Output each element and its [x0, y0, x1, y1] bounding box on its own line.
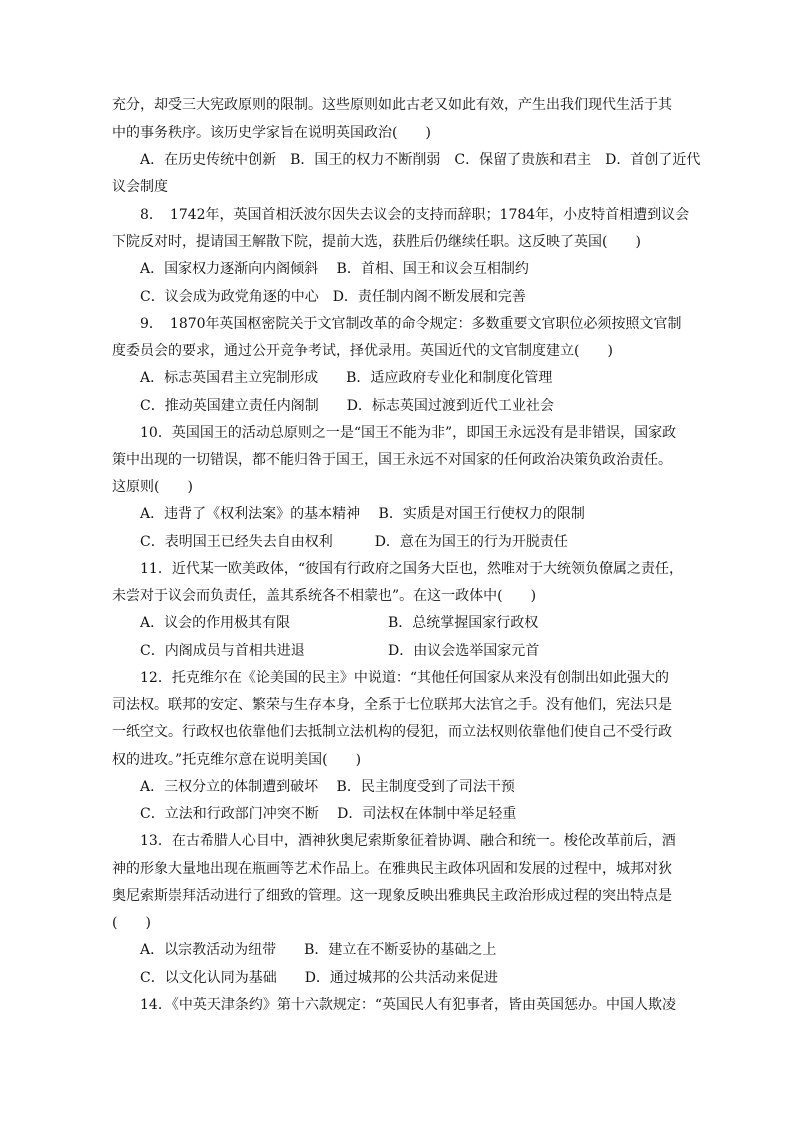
q7-options-line-1: A．在历史传统中创新 B．国王的权力不断削弱 C．保留了贵族和君主 D．首创了近代 [140, 152, 701, 168]
q12-options-line-1: A．三权分立的体制遭到破坏 B．民主制度受到了司法干预 [140, 779, 515, 795]
q13-stem-line-1: 13．在古希腊人心目中，酒神狄奥尼索斯象征着协调、融合和统一。梭伦改革前后，酒 [140, 833, 676, 849]
q12-stem-line-1: 12．托克维尔在《论美国的民主》中说道：“其他任何国家从来没有创制出如此强大的 [140, 670, 669, 686]
q7-stem-line-2: 中的事务秩序。该历史学家旨在说明英国政治( ) [112, 125, 431, 141]
q11-stem-line-1: 11．近代某一欧美政体，“彼国有行政府之国务大臣也，然唯对于大统领负僚属之责任， [140, 561, 683, 577]
q12-options-line-2: C．立法和行政部门冲突不断 D．司法权在体制中举足轻重 [140, 806, 517, 822]
q10-stem-line-3: 这原则( ) [112, 479, 193, 495]
q12-stem-line-3: 一纸空文。行政权也依靠他们去抵制立法机构的侵犯，而立法权则依靠他们使自己不受行政 [112, 724, 672, 740]
q12-stem-line-2: 司法权。联邦的安定、繁荣与生存本身，全系于七位联邦大法官之手。没有他们，宪法只是 [112, 697, 672, 713]
q8-stem-line-2: 下院反对时，提请国王解散下院，提前大选，获胜后仍继续任职。这反映了英国( ) [112, 234, 641, 250]
q8-options-line-1: A．国家权力逐渐向内阁倾斜 B．首相、国王和议会互相制约 [140, 261, 529, 277]
q9-options-line-1: A．标志英国君主立宪制形成 B．适应政府专业化和制度化管理 [140, 370, 553, 386]
q11-option-d: D．由议会选举国家元首 [388, 643, 540, 659]
q12-stem-line-4: 权的进攻。”托克维尔意在说明美国( ) [112, 752, 362, 768]
q9-options-line-2: C．推动英国建立责任内阁制 D．标志英国过渡到近代工业社会 [140, 398, 554, 414]
q9-stem-line-2: 度委员会的要求，通过公开竞争考试，择优录用。英国近代的文官制度建立( ) [112, 343, 613, 359]
q11-option-c: C．内阁成员与首相共进退 [140, 643, 305, 659]
q13-stem-line-2: 神的形象大量地出现在瓶画等艺术作品上。在雅典民主政体巩固和发展的过程中，城邦对狄 [112, 861, 672, 877]
q8-stem-line-1: 8． 1742年，英国首相沃波尔因失去议会的支持而辞职；1784年，小皮特首相遭到议会 [140, 207, 690, 223]
q11-option-b: B．总统掌握国家行政权 [388, 615, 539, 631]
q9-stem-line-1: 9． 1870年英国枢密院关于文官制改革的命令规定：多数重要文官职位必须按照文官制 [140, 316, 682, 332]
q11-options-row-1 [140, 613, 684, 633]
q8-options-line-2: C．议会成为政党角逐的中心 D．责任制内阁不断发展和完善 [140, 289, 526, 305]
q7-stem-line-1: 充分，却受三大宪政原则的限制。这些原则如此古老又如此有效，产生出我们现代生活于其 [112, 97, 672, 113]
q11-stem-line-2: 未尝对于议会而负责任，盖其系统各不相蒙也”。在这一政体中( ) [112, 588, 537, 604]
q13-stem-line-3: 奥尼索斯崇拜活动进行了细致的管理。这一现象反映出雅典民主政治形成过程的突出特点是 [112, 888, 672, 904]
q10-stem-line-2: 策中出现的一切错误，都不能归咎于国王，国王永远不对国家的任何政治决策负政治责任。 [112, 452, 672, 468]
q11-options-row-2 [140, 641, 684, 661]
q10-options-line-2: C．表明国王已经失去自由权利 D．意在为国王的行为开脱责任 [140, 534, 568, 550]
q13-options-line-2: C．以文化认同为基础 D．通过城邦的公共活动来促进 [140, 970, 498, 986]
q14-stem-line-1: 14．《中英天津条约》第十六款规定：“英国民人有犯事者，皆由英国惩办。中国人欺凌 [140, 997, 676, 1013]
q13-options-line-1: A．以宗教活动为纽带 B．建立在不断妥协的基础之上 [140, 942, 497, 958]
q13-stem-line-4: ( ) [112, 915, 151, 931]
q10-stem-line-1: 10．英国国王的活动总原则之一是“国王不能为非”，即国王永远没有是非错误，国家政 [140, 425, 677, 441]
q7-options-line-2: 议会制度 [112, 179, 168, 195]
q10-options-line-1: A．违背了《权利法案》的基本精神 B．实质是对国王行使权力的限制 [140, 506, 585, 522]
q11-option-a: A．议会的作用极其有限 [140, 615, 291, 631]
